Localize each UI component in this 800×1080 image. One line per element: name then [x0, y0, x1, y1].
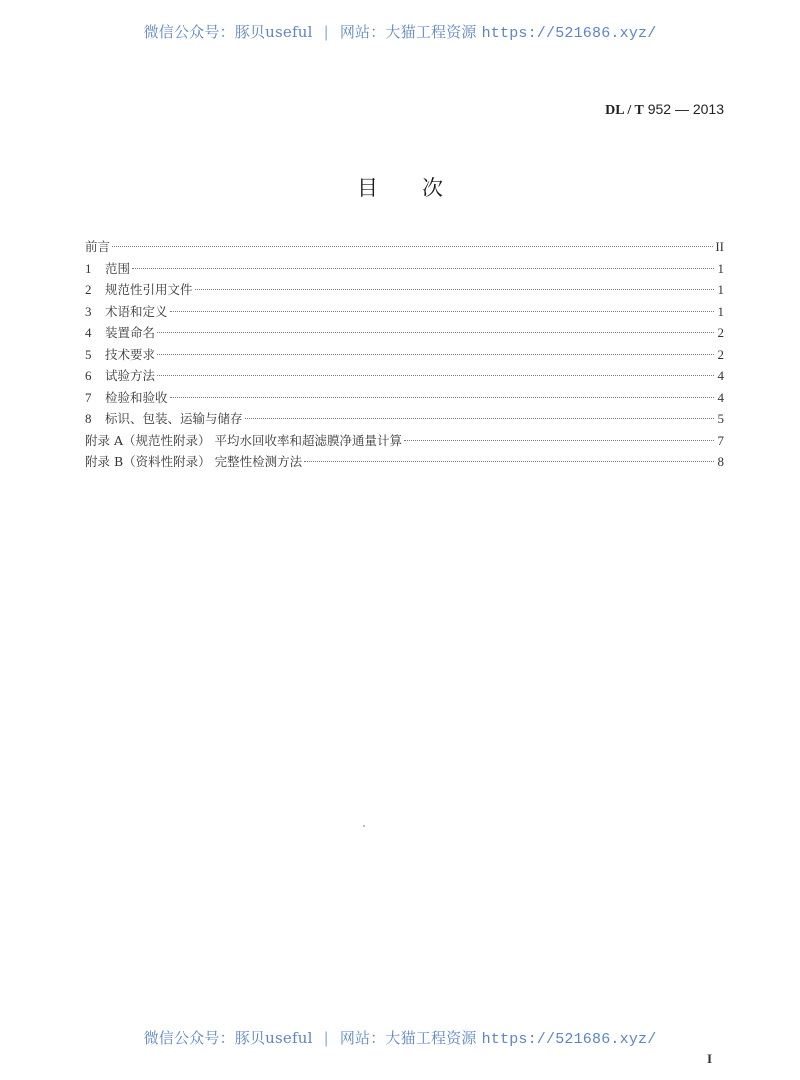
toc-entry-page: 7	[717, 432, 724, 448]
toc-entry-label: 附录 A（规范性附录） 平均水回收率和超滤膜净通量计算	[85, 432, 402, 448]
toc-entry-label: 规范性引用文件	[105, 282, 193, 297]
toc-entry-label: 技术要求	[105, 346, 156, 362]
toc-entry-label: 试验方法	[105, 368, 156, 383]
toc-leader-dots	[157, 375, 714, 376]
toc-entry-appendix-b[interactable]	[85, 451, 724, 473]
watermark-url[interactable]: https://521686.xyz/	[481, 25, 657, 42]
toc-entry-label: 范围	[105, 260, 131, 276]
standard-code-prefix: DL / T	[605, 103, 644, 118]
standard-code-number: 952 — 2013	[647, 101, 724, 117]
watermark-prefix: 微信公众号：豚贝useful	[143, 23, 313, 41]
toc-entry-page: 4	[717, 368, 724, 383]
toc-leader-dots	[304, 461, 714, 462]
watermark-separator: |	[323, 23, 329, 41]
toc-leader-dots	[157, 354, 714, 355]
toc-entry-number: 8	[85, 411, 92, 426]
toc-entry-page: 2	[717, 325, 724, 340]
page-number: I	[706, 1051, 712, 1066]
watermark-url[interactable]: https://521686.xyz/	[481, 1031, 657, 1048]
toc-entry-8[interactable]	[85, 408, 724, 430]
toc-entry-number: 2	[85, 282, 92, 297]
toc-entry-preface[interactable]	[85, 236, 724, 258]
toc-leader-dots	[404, 440, 714, 441]
toc-entry-7[interactable]	[85, 387, 724, 409]
toc-entry-number: 3	[85, 303, 92, 319]
toc-entry-number: 7	[85, 389, 92, 405]
toc-entry-page: 4	[717, 389, 724, 405]
toc-leader-dots	[170, 311, 714, 312]
toc-leader-dots	[157, 332, 714, 333]
toc-entry-6[interactable]	[85, 365, 724, 387]
toc-entry-3[interactable]	[85, 301, 724, 323]
page-title-char-2: 次	[422, 176, 443, 200]
toc-leader-dots	[195, 289, 714, 290]
toc-entry-page: 1	[717, 303, 724, 319]
toc-entry-page: 8	[717, 454, 724, 469]
watermark-site-label: 网站：大猫工程资源	[339, 23, 477, 41]
toc-entry-label: 装置命名	[105, 325, 156, 340]
toc-entry-label: 检验和验收	[105, 389, 168, 405]
toc-leader-dots	[170, 397, 714, 398]
toc-entry-number: 1	[85, 260, 92, 276]
scan-speck	[363, 825, 365, 827]
toc-entry-4[interactable]	[85, 322, 724, 344]
watermark-site-label: 网站：大猫工程资源	[339, 1029, 477, 1047]
watermark-bottom	[0, 1027, 800, 1048]
toc-entry-5[interactable]	[85, 344, 724, 366]
watermark-separator: |	[323, 1029, 329, 1047]
watermark-prefix: 微信公众号：豚贝useful	[143, 1029, 313, 1047]
toc-entry-number: 5	[85, 346, 92, 362]
toc-entry-page: 1	[717, 282, 724, 297]
watermark-top	[0, 21, 800, 42]
toc-leader-dots	[245, 418, 714, 419]
toc-entry-label: 前言	[85, 239, 111, 254]
table-of-contents	[85, 236, 724, 473]
toc-entry-label: 标识、包装、运输与储存	[105, 411, 243, 426]
toc-entry-page: II	[715, 239, 724, 254]
toc-entry-appendix-a[interactable]	[85, 430, 724, 452]
page-title-char-1: 目	[357, 176, 378, 200]
toc-entry-label: 附录 B（资料性附录） 完整性检测方法	[85, 454, 303, 469]
toc-leader-dots	[132, 268, 714, 269]
toc-entry-number: 4	[85, 325, 92, 340]
standard-code	[605, 101, 724, 119]
toc-leader-dots	[112, 246, 713, 247]
toc-entry-page: 1	[717, 260, 724, 276]
toc-entry-number: 6	[85, 368, 92, 383]
toc-entry-page: 2	[717, 346, 724, 362]
toc-entry-1[interactable]	[85, 258, 724, 280]
toc-entry-2[interactable]	[85, 279, 724, 301]
toc-entry-label: 术语和定义	[105, 303, 168, 319]
page-title	[0, 172, 800, 202]
toc-entry-page: 5	[717, 411, 724, 426]
